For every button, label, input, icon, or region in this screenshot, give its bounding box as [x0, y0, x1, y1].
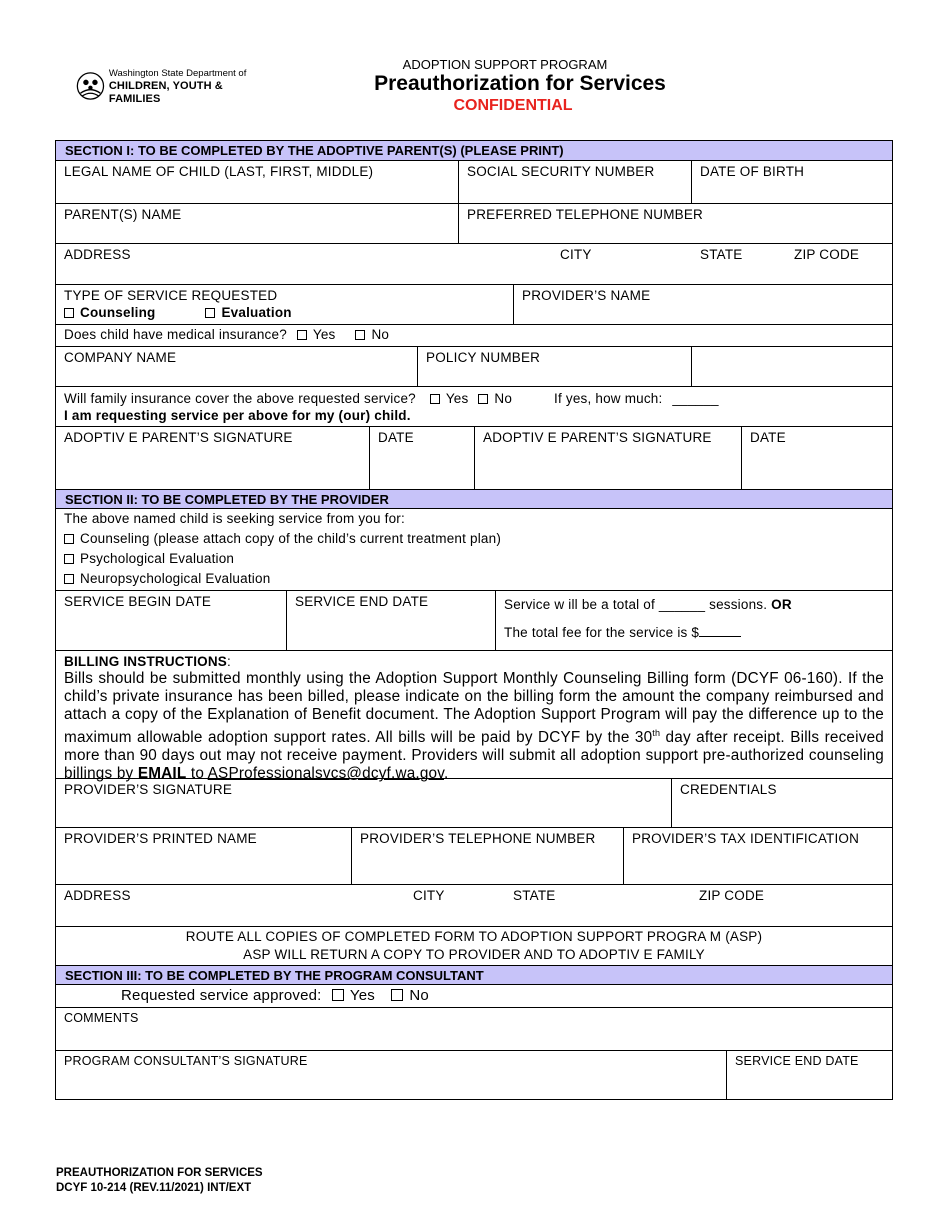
approval-yes-checkbox[interactable] — [332, 989, 344, 1001]
comments-field[interactable] — [56, 1008, 892, 1050]
parent-date1-field[interactable] — [369, 427, 474, 489]
family-insurance-row — [56, 387, 892, 426]
provider-address-label: ADDRESS — [64, 888, 131, 903]
dob-field[interactable] — [691, 161, 892, 203]
psych-eval-checkbox[interactable] — [64, 554, 74, 564]
parent-address-field[interactable] — [56, 244, 892, 284]
parent-zip-label: ZIP CODE — [794, 247, 860, 262]
sessions-post-text: sessions. — [709, 597, 768, 612]
medical-no-label: No — [371, 327, 390, 342]
section2-heading: SECTION II: TO BE COMPLETED BY THE PROVIDER — [56, 489, 892, 508]
consultant-end-date-field[interactable] — [726, 1051, 892, 1099]
how-much-input[interactable]: ______ — [672, 391, 719, 406]
parents-name-field[interactable] — [56, 204, 458, 243]
provider-signature-label: PROVIDER’S SIGNATURE — [64, 782, 233, 797]
agency-line1: Washington State Department of — [108, 67, 247, 79]
provider-printed-name-field[interactable] — [56, 828, 351, 884]
billing-email-label: EMAIL — [137, 765, 187, 783]
counseling-plan-checkbox[interactable] — [64, 534, 74, 544]
footer-line2: DCYF 10-214 (REV.11/2021) INT/EXT — [56, 1182, 252, 1194]
billing-email-link[interactable]: ASProfessionalsvcs@dcyf.wa.gov — [207, 765, 444, 783]
provider-name-label: PROVIDER’S NAME — [522, 288, 651, 303]
medical-insurance-question: Does child have medical insurance? — [64, 327, 287, 342]
evaluation-option: Evaluation — [221, 305, 292, 320]
billing-label: BILLING INSTRUCTIONS — [64, 654, 227, 669]
total-fee-input[interactable] — [699, 624, 741, 637]
provider-phone-field[interactable] — [351, 828, 623, 884]
child-legal-name-field[interactable] — [56, 161, 458, 203]
policy-number-field[interactable] — [417, 347, 691, 386]
billing-instructions: BILLING INSTRUCTIONS: Bills should be submitted monthly using the Adoption Support Monthly Counseling Billing form (DCYF 06-160). If the child’s private insurance has been billed, please indicate on the billing form the amount the company reimbursed and attach a copy of the Explanation of Benefit document. The Adoption Support Program will pay the difference up to the maximum allowable adoption support rates. All bills will be paid by DCYF by the 30th day after receipt. Bills received more than 90 days out may not receive payment. Providers will submit all adoption support pre-authorized counseling billings by EMAIL to ASProfessionalsvcs@dcyf.wa.gov. — [64, 654, 884, 783]
credentials-field[interactable] — [671, 779, 892, 827]
approval-yes-label: Yes — [349, 987, 375, 1004]
parent-date1-label: DATE — [378, 430, 414, 445]
service-begin-date-label: SERVICE BEGIN DATE — [64, 594, 212, 609]
section3-heading: SECTION III: TO BE COMPLETED BY THE PROGRAM CONSULTANT — [56, 965, 892, 984]
routing-notice — [56, 927, 892, 965]
approval-row — [56, 985, 892, 1007]
form-footer — [56, 1166, 263, 1196]
billing-text: Bills should be submitted monthly using the Adoption Support Monthly Counseling Billing form (DCYF 06-160). If the child’s private insurance has been billed, please indicate on the billing form the amount the company reimbursed and attach a copy of the Explanation of Benefit document. The Adoption Support Program will pay the difference up to the maximum allowable adoption support rates. All bills will be paid by DCYF by the 30 — [64, 670, 884, 747]
provider-tax-id-label: PROVIDER’S TAX IDENTIFICATION — [632, 831, 860, 846]
medical-insurance-row — [56, 325, 892, 346]
billing-to: to — [186, 765, 208, 783]
dob-label: DATE OF BIRTH — [700, 164, 805, 179]
provider-address-field[interactable] — [56, 885, 892, 926]
parent-signature2-field[interactable] — [474, 427, 741, 489]
policy-number-label: POLICY NUMBER — [426, 350, 541, 365]
agency-line2: CHILDREN, YOUTH & FAMILIES — [108, 79, 223, 105]
credentials-label: CREDENTIALS — [680, 782, 777, 797]
approval-no-label: No — [409, 987, 429, 1004]
provider-name-field[interactable] — [513, 285, 892, 324]
service-options — [56, 509, 892, 590]
page-title: Preauthorization for Services — [374, 72, 666, 95]
section1-heading: SECTION I: TO BE COMPLETED BY THE ADOPTIVE PARENT(S) (PLEASE PRINT) — [56, 141, 892, 160]
ssn-label: SOCIAL SECURITY NUMBER — [467, 164, 655, 179]
confidential-label: CONFIDENTIAL — [453, 97, 573, 114]
medical-no-checkbox[interactable] — [355, 330, 365, 340]
service-type-field — [56, 285, 513, 324]
cover-yes-label: Yes — [445, 391, 469, 406]
parent-date2-label: DATE — [750, 430, 786, 445]
service-end-date-label: SERVICE END DATE — [295, 594, 429, 609]
counseling-option: Counseling — [80, 305, 156, 320]
requesting-statement: I am requesting service per above for my (our) child. — [64, 408, 411, 423]
parents-name-label: PARENT(S) NAME — [64, 207, 182, 222]
cover-yes-checkbox[interactable] — [430, 394, 440, 404]
parent-state-label: STATE — [700, 247, 743, 262]
parent-phone-field[interactable] — [458, 204, 892, 243]
service-intro: The above named child is seeking service from you for: — [64, 511, 405, 526]
service-total-field — [495, 591, 892, 650]
counseling-checkbox[interactable] — [64, 308, 74, 318]
company-name-label: COMPANY NAME — [64, 350, 177, 365]
cover-no-checkbox[interactable] — [478, 394, 488, 404]
parent-signature1-label: ADOPTIV E PARENT’S SIGNATURE — [64, 430, 293, 445]
parent-phone-label: PREFERRED TELEPHONE NUMBER — [467, 207, 703, 222]
provider-city-label: CITY — [413, 888, 445, 903]
insurance-extra-field[interactable] — [691, 347, 892, 386]
counseling-plan-option: Counseling (please attach copy of the child’s current treatment plan) — [80, 531, 502, 546]
medical-yes-checkbox[interactable] — [297, 330, 307, 340]
service-end-date-field[interactable] — [286, 591, 495, 650]
billing-superscript: th — [652, 728, 661, 738]
neuropsych-eval-option: Neuropsychological Evaluation — [80, 571, 271, 586]
family-insurance-question: Will family insurance cover the above requested service? — [64, 391, 416, 406]
medical-yes-label: Yes — [312, 327, 336, 342]
parent-address-label: ADDRESS — [64, 247, 131, 262]
or-label: OR — [771, 597, 792, 612]
company-name-field[interactable] — [56, 347, 417, 386]
parent-city-label: CITY — [560, 247, 592, 262]
neuropsych-eval-checkbox[interactable] — [64, 574, 74, 584]
evaluation-checkbox[interactable] — [205, 308, 215, 318]
provider-signature-field[interactable] — [56, 779, 671, 827]
route-line2: ASP WILL RETURN A COPY TO PROVIDER AND TO ADOPTIV E FAMILY — [243, 947, 705, 962]
billing-text2: day after receipt. Bills received more than 90 days out may not receive payment. Providers will submit all adoption support pre-authorized counseling billings by — [64, 729, 884, 783]
provider-tax-id-field[interactable] — [623, 828, 892, 884]
parent-signature1-field[interactable] — [56, 427, 369, 489]
service-begin-date-field[interactable] — [56, 591, 286, 650]
comments-label: COMMENTS — [64, 1011, 139, 1025]
sessions-pre-text: Service w ill be a total of — [504, 597, 655, 612]
provider-printed-name-label: PROVIDER’S PRINTED NAME — [64, 831, 257, 846]
program-name: ADOPTION SUPPORT PROGRAM — [402, 57, 608, 72]
provider-phone-label: PROVIDER’S TELEPHONE NUMBER — [360, 831, 596, 846]
consultant-signature-label: PROGRAM CONSULTANT’S SIGNATURE — [64, 1054, 308, 1068]
cover-no-label: No — [494, 391, 513, 406]
consultant-end-date-label: SERVICE END DATE — [735, 1054, 859, 1068]
approval-no-checkbox[interactable] — [391, 989, 403, 1001]
ssn-field[interactable] — [458, 161, 691, 203]
sessions-input[interactable]: ______ — [658, 597, 706, 612]
total-fee-label: The total fee for the service is $ — [504, 625, 700, 640]
psych-eval-option: Psychological Evaluation — [80, 551, 235, 566]
consultant-signature-field[interactable] — [56, 1051, 726, 1099]
billing-end: . — [443, 765, 449, 783]
footer-line1: PREAUTHORIZATION FOR SERVICES — [56, 1167, 263, 1179]
child-legal-name-label: LEGAL NAME OF CHILD (LAST, FIRST, MIDDLE) — [64, 164, 374, 179]
approval-question: Requested service approved: — [121, 987, 322, 1004]
route-line1: ROUTE ALL COPIES OF COMPLETED FORM TO ADOPTION SUPPORT PROGRA M (ASP) — [185, 929, 763, 944]
preauthorization-form — [55, 140, 893, 1100]
provider-state-label: STATE — [513, 888, 556, 903]
provider-zip-label: ZIP CODE — [699, 888, 765, 903]
service-type-label: TYPE OF SERVICE REQUESTED — [64, 288, 278, 303]
how-much-label: If yes, how much: — [554, 391, 663, 406]
parent-date2-field[interactable] — [741, 427, 892, 489]
parent-signature2-label: ADOPTIV E PARENT’S SIGNATURE — [483, 430, 712, 445]
